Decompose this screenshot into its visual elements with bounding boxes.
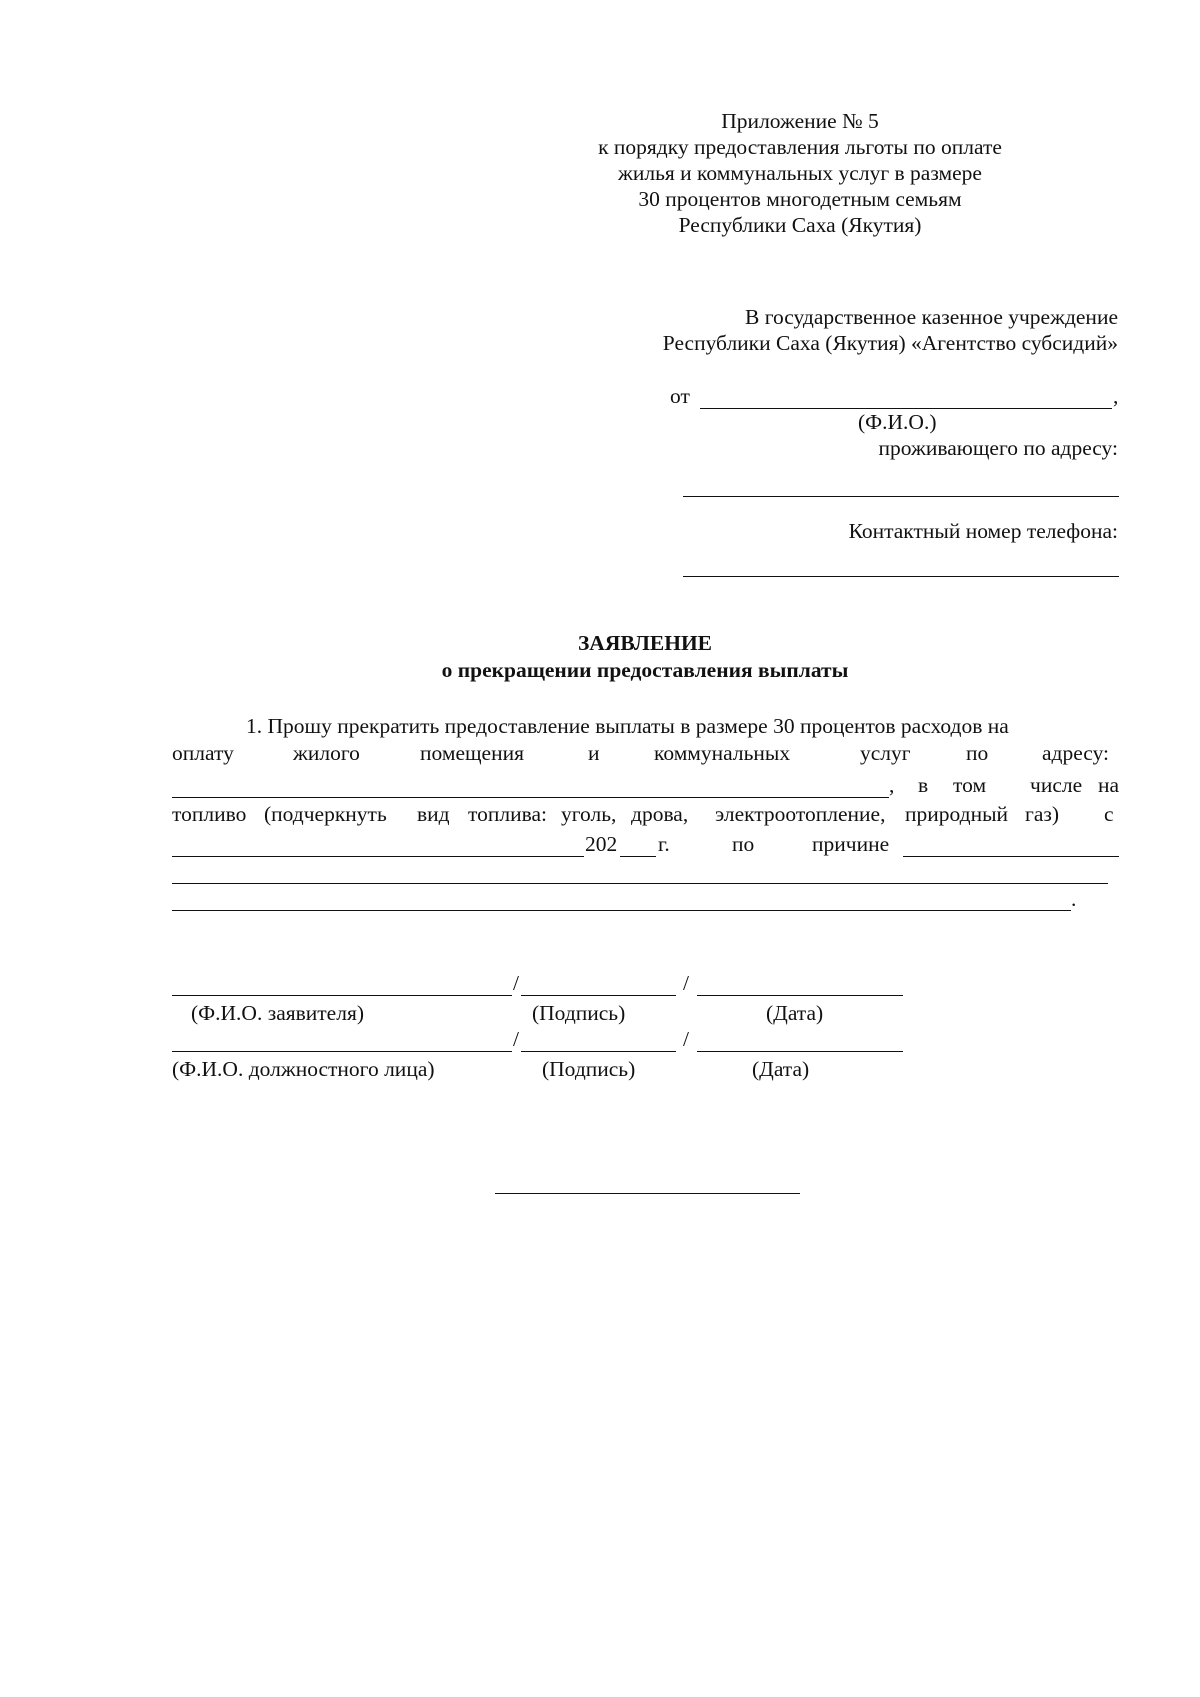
start-date-blank[interactable] xyxy=(172,856,584,857)
body-word: дрова, xyxy=(631,802,689,826)
address-blank-body[interactable] xyxy=(172,797,889,798)
appendix-line-3: жилья и коммунальных услуг в размере xyxy=(618,161,982,185)
addressee-line-1: В государственное казенное учреждение xyxy=(744,305,1118,329)
body-word: оплату xyxy=(172,741,234,765)
appendix-line-4: 30 процентов многодетным семьям xyxy=(638,187,962,211)
body-word: электроотопление, xyxy=(715,802,886,826)
official-fio-blank[interactable] xyxy=(172,1051,512,1052)
official-sign-blank[interactable] xyxy=(521,1051,676,1052)
addressee-line-2: Республики Саха (Якутия) «Агентство субсидий» xyxy=(662,331,1118,355)
body-word: жилого xyxy=(293,741,360,765)
appendix-line-1: Приложение № 5 xyxy=(721,109,879,133)
body-word: вид xyxy=(417,802,450,826)
slash: / xyxy=(513,971,519,995)
appendix-line-5: Республики Саха (Якутия) xyxy=(678,213,922,237)
applicant-date-caption: (Дата) xyxy=(766,1001,824,1025)
reason-blank-3[interactable] xyxy=(172,910,1071,911)
body-word: услуг xyxy=(860,741,911,765)
body-end-period: . xyxy=(1071,887,1077,911)
official-sign-caption: (Подпись) xyxy=(542,1057,636,1081)
body-word: по xyxy=(966,741,989,765)
year-g: г. xyxy=(658,832,670,856)
closing-separator xyxy=(495,1193,800,1194)
reason-label: причине xyxy=(812,832,890,856)
body-word: уголь, xyxy=(561,802,617,826)
body-word: помещения xyxy=(420,741,524,765)
slash: / xyxy=(513,1027,519,1051)
body-line-1: 1. Прошу прекратить предоставление выплаты в размере 30 процентов расходов на xyxy=(246,714,1009,738)
reason-blank[interactable] xyxy=(903,856,1119,857)
slash: / xyxy=(683,971,689,995)
applicant-fio-blank[interactable] xyxy=(172,995,512,996)
body-word: числе xyxy=(1030,773,1083,797)
address-blank[interactable] xyxy=(683,496,1119,497)
year-prefix: 202 xyxy=(585,832,618,856)
body-word: адресу: xyxy=(1042,741,1110,765)
title-main: ЗАЯВЛЕНИЕ xyxy=(577,631,713,655)
applicant-sign-caption: (Подпись) xyxy=(532,1001,626,1025)
body-word: топливо xyxy=(172,802,247,826)
official-fio-caption: (Ф.И.О. должностного лица) xyxy=(172,1057,435,1081)
official-date-caption: (Дата) xyxy=(752,1057,810,1081)
phone-label: Контактный номер телефона: xyxy=(848,519,1118,543)
fio-blank[interactable] xyxy=(700,408,1112,409)
body-word: (подчеркнуть xyxy=(264,802,387,826)
body-word: природный xyxy=(905,802,1009,826)
applicant-sign-blank[interactable] xyxy=(521,995,676,996)
body-word-po: по xyxy=(732,832,755,856)
applicant-fio-caption: (Ф.И.О. заявителя) xyxy=(191,1001,364,1025)
phone-blank[interactable] xyxy=(683,576,1119,577)
applicant-date-blank[interactable] xyxy=(697,995,903,996)
body-word: с xyxy=(1104,802,1114,826)
address-label: проживающего по адресу: xyxy=(878,436,1118,460)
from-comma: , xyxy=(1113,384,1119,408)
body-word: топлива: xyxy=(468,802,547,826)
body-word: том xyxy=(953,773,987,797)
reason-blank-2[interactable] xyxy=(172,883,1108,884)
body-word: и xyxy=(588,741,600,765)
body-word: в xyxy=(918,773,929,797)
body-word: на xyxy=(1098,773,1120,797)
body-word: коммунальных xyxy=(654,741,791,765)
from-label: от xyxy=(670,384,690,408)
body-word: , xyxy=(889,773,895,797)
year-suffix-blank[interactable] xyxy=(620,856,656,857)
slash: / xyxy=(683,1027,689,1051)
title-sub: о прекращении предоставления выплаты xyxy=(441,658,849,682)
fio-caption: (Ф.И.О.) xyxy=(858,410,937,434)
appendix-line-2: к порядку предоставления льготы по оплате xyxy=(598,135,1002,159)
body-word: газ) xyxy=(1025,802,1060,826)
official-date-blank[interactable] xyxy=(697,1051,903,1052)
